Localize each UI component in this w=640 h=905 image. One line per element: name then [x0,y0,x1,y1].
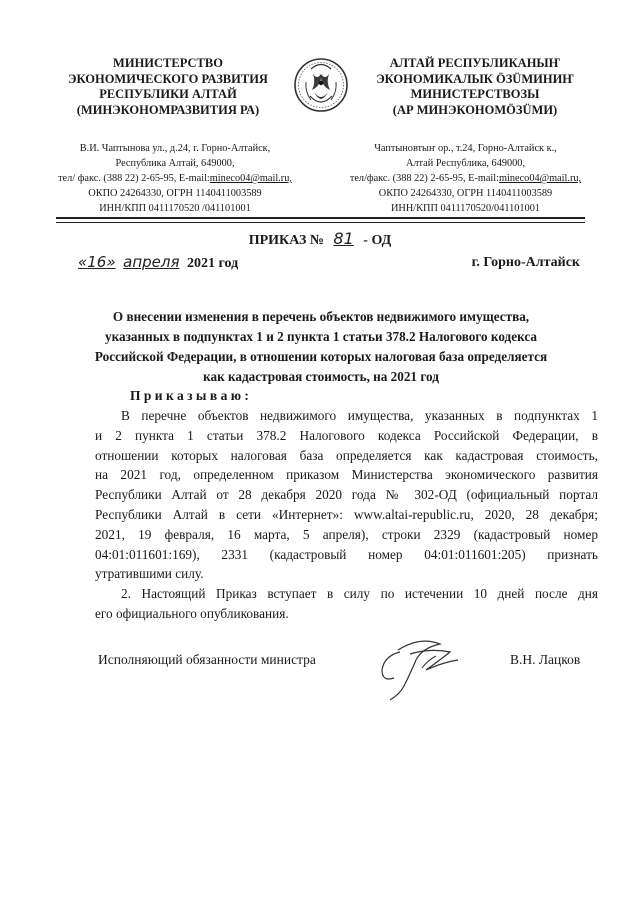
body-line: Республики Алтай в сети «Интернет»: www.altai-republic.ru, 2020, 28 декабря; [95,506,598,522]
ministry-title-line: МИНИСТЕРСТВОЗЫ [410,87,540,101]
order-prefix: ПРИКАЗ № [248,233,324,248]
contact-line [328,171,603,186]
okpo-ogrn: ОКПО 24264330, ОГРН 1140411003589 [88,188,262,199]
ministry-title-ru [40,56,296,118]
header-divider-thick [56,217,585,219]
ministry-title-alt [345,56,605,118]
header-divider-thin [56,222,585,223]
handwritten-signature [370,630,480,705]
phone-fax: тел/ факс. (388 22) 2-65-95, E-mail: [58,173,210,184]
body-line: и 2 пункта 1 статьи 378.2 Налогового кодекса Российской Федерации, в [95,427,598,443]
order-suffix: - ОД [363,233,392,248]
address-block-alt [328,141,603,216]
inn-kpp: ИНН/КПП 0411170520 /041101001 [99,203,251,214]
ministry-title-line: ЭКОНОМИЧЕСКОГО РАЗВИТИЯ [68,71,268,86]
email-link[interactable]: mineco04@mail.ru, [499,173,582,184]
body-line: утратившими силу. [95,566,204,582]
signatory-position: Исполняющий обязанности министра [98,652,316,667]
email-link[interactable]: mineco04@mail.ru, [209,173,292,184]
order-number: 81 [333,229,354,248]
address-line: Алтай Республика, 649000, [405,158,526,169]
ministry-title-line: РЕСПУБЛИКИ АЛТАЙ [99,87,237,101]
ministry-title-line: АЛТАЙ РЕСПУБЛИКАНЫҤ [389,56,561,70]
order-heading [0,229,640,249]
paragraph-1 [95,406,598,624]
document-title: О внесении изменения в перечень объектов недвижимого имущества, указанных в подпунктах 1 и 2 пункта 1 статьи 378.2 Налогового кодекса Российской Федерации, в отношении которых налоговая база определяется как кадастровая стоимость, на 2021 год [94,309,548,384]
ministry-title-line: ЭКОНОМИКАЛЫК ÖЗÜМИНИҤ [376,71,574,86]
date-open-quote: « [78,253,88,271]
phone-fax: тел/факс. (388 22) 2-65-95, E-mail: [349,173,500,184]
body-line: 2021, 19 февраля, 16 марта, 5 апреля), строки 2329 (кадастровый номер [95,526,598,542]
body-line: В перечне объектов недвижимого имущества, указанных в подпунктах 1 [121,408,598,423]
contact-line [40,171,310,186]
address-block-ru [40,141,310,216]
body-line: на 2021 год, определенном приказом Министерства экономического развития [95,467,598,483]
address-line: Республика Алтай, 649000, [115,158,235,169]
address-line: Чаптыновтыҥ ор., т.24, Горно-Алтайск к., [374,143,557,154]
inn-kpp: ИНН/КПП 0411170520/041101001 [390,203,541,214]
okpo-ogrn: ОКПО 24264330, ОГРН 1140411003589 [378,188,553,199]
address-line: В.И. Чаптынова ул., д.24, г. Горно-Алтайск, [79,143,271,154]
body-line: отношении которых налоговая база определяется как кадастровая стоимость, [95,447,598,463]
ministry-title-line: МИНИСТЕРСТВО [113,56,223,70]
date-year: 2021 год [187,256,239,271]
body-line: 2. Настоящий Приказ вступает в силу по истечении 10 дней после дня [121,586,598,602]
body-line: его официального опубликования. [95,605,289,621]
order-date [78,253,238,272]
date-month: апреля [123,253,180,271]
order-word: Приказываю: [130,388,253,403]
ministry-title-line: (МИНЭКОНОМРАЗВИТИЯ РА) [76,102,260,117]
body-line: Республики Алтай от 28 декабря 2020 года № 302-ОД (официальный портал [95,487,598,503]
coat-of-arms-emblem [292,52,350,118]
date-close-quote: » [106,253,116,271]
ministry-title-line: (АР МИНЭКОНОМÖЗÜМИ) [392,102,558,117]
body-line: 04:01:011601:169), 2331 (кадастровый номер 04:01:011601:205) признать [95,546,598,562]
city: г. Горно-Алтайск [471,255,580,270]
signatory-name: В.Н. Лацков [510,652,581,667]
date-day: 16 [87,253,107,271]
